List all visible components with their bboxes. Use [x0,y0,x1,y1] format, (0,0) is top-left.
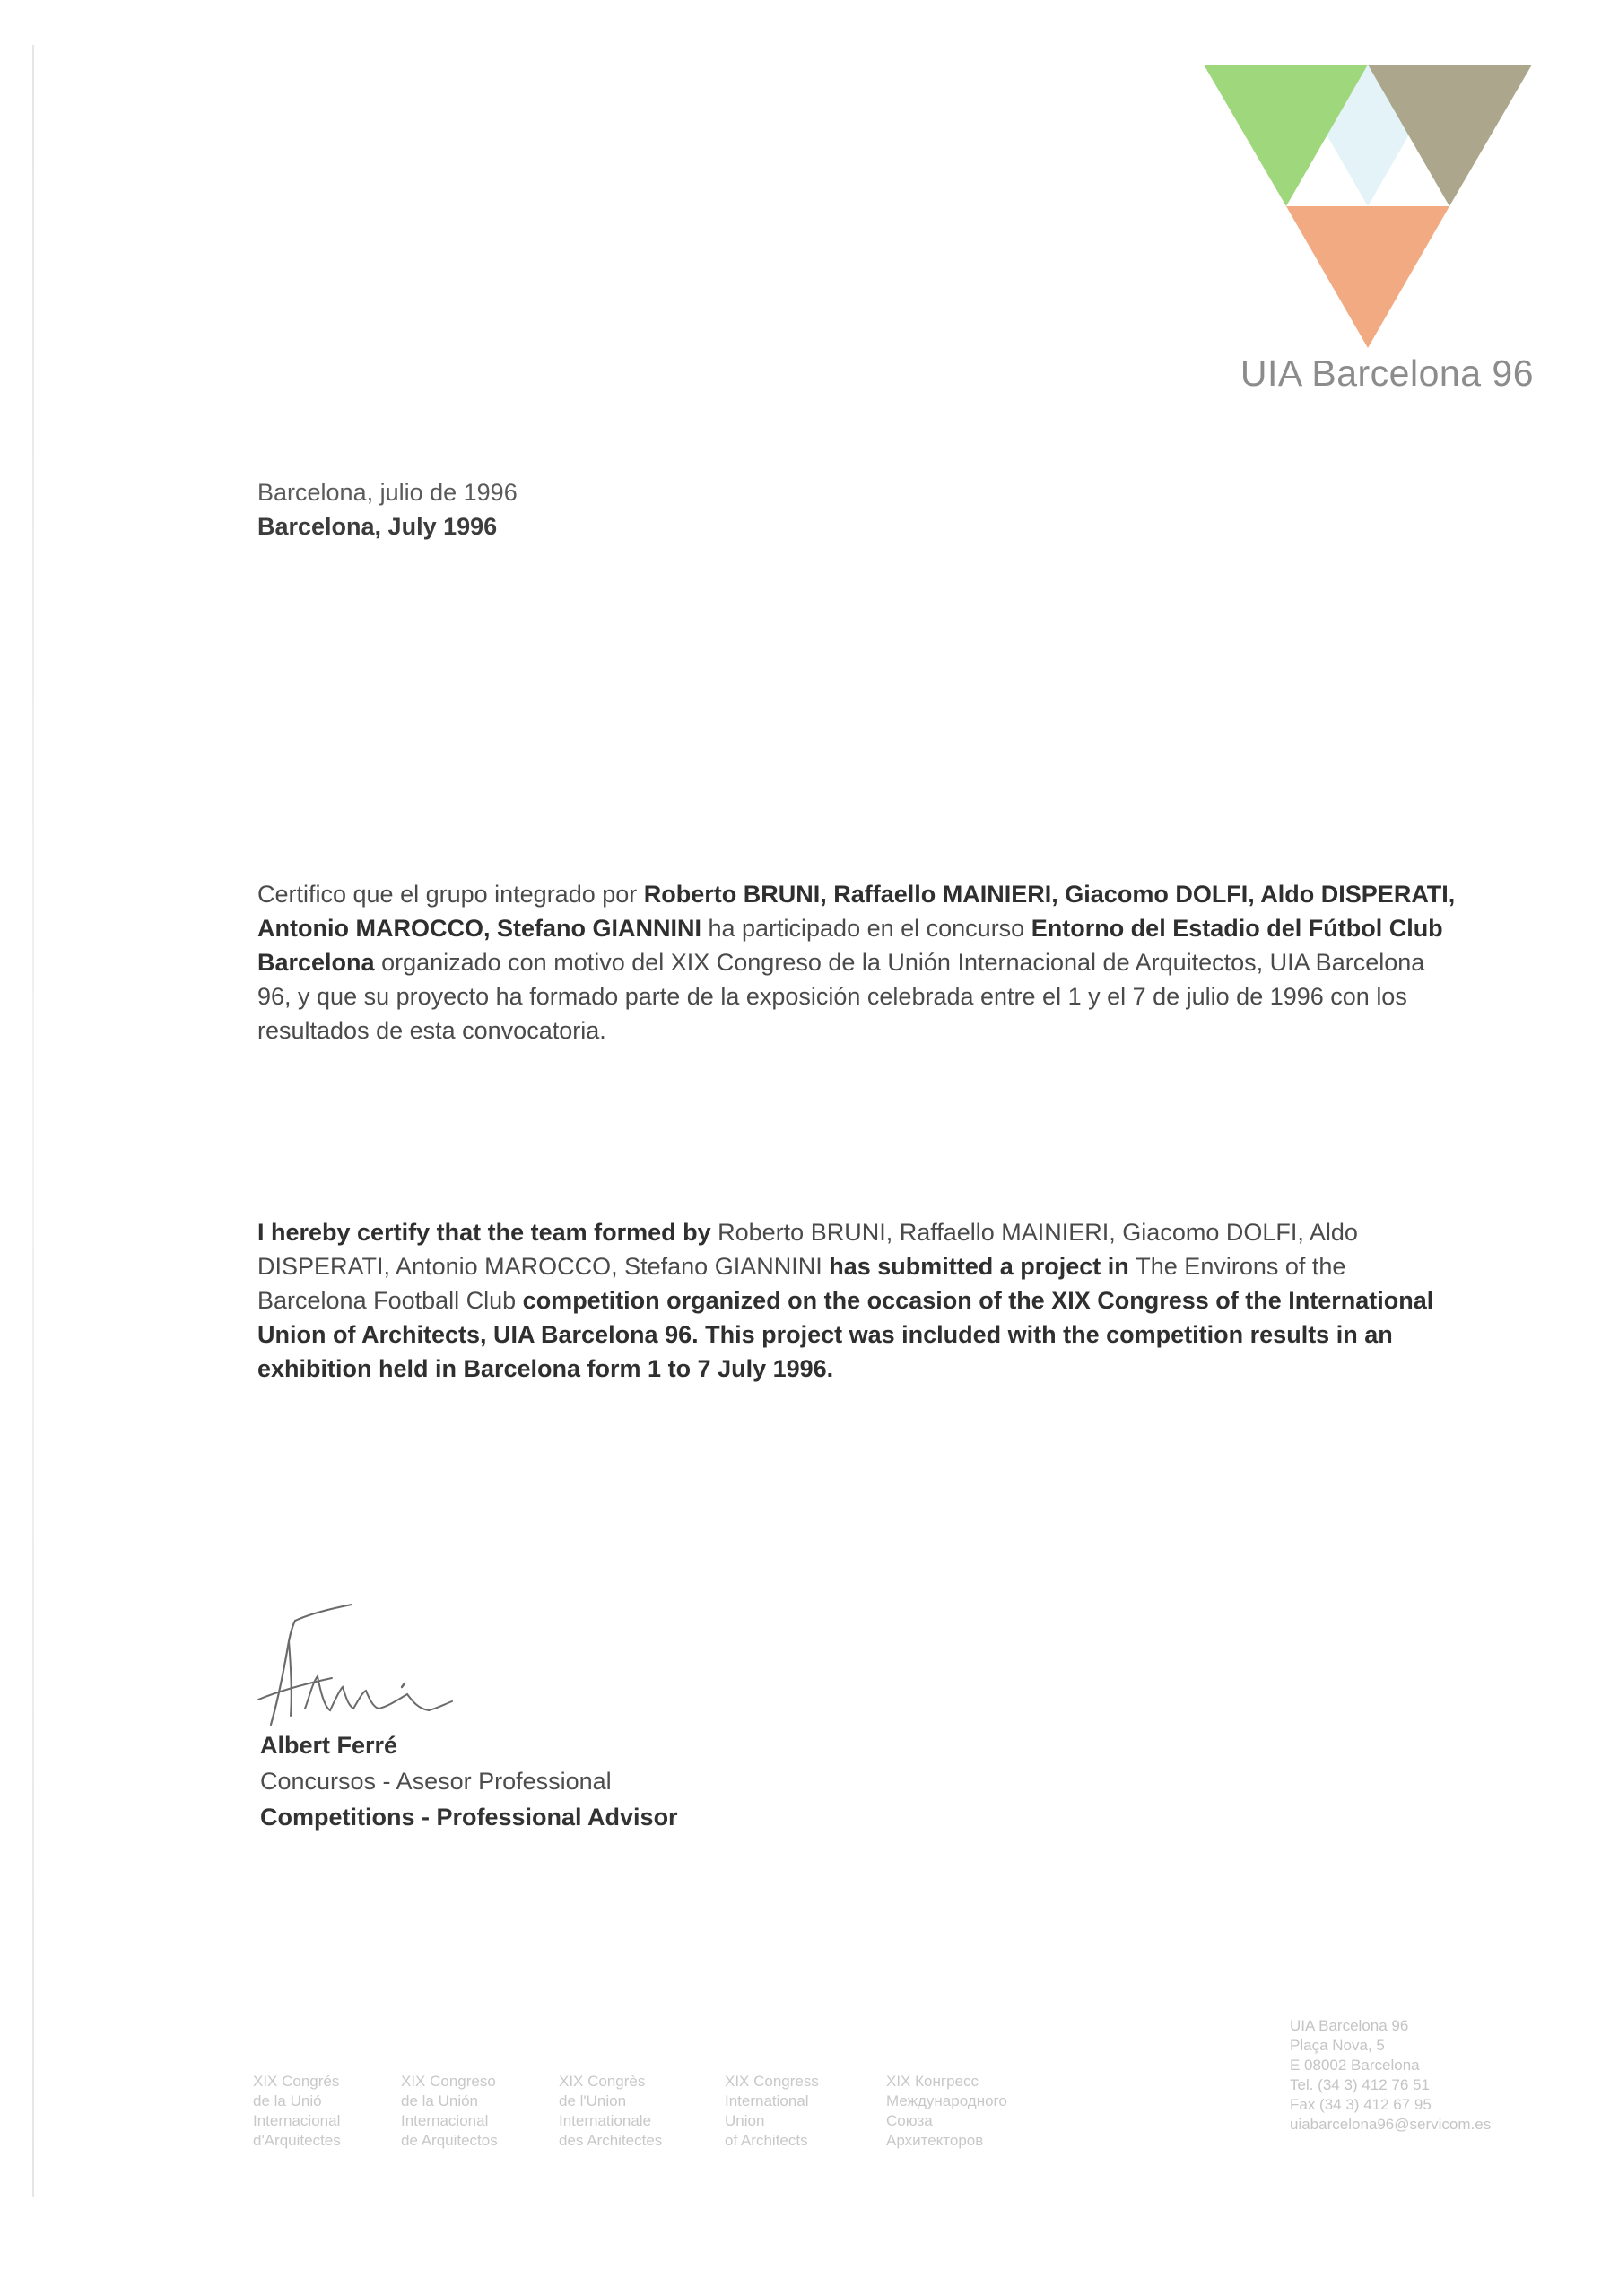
uia-logo-triangles-icon [1202,61,1534,357]
footer-line: d'Arquitectes [253,2132,341,2149]
footer-address-line: Plaça Nova, 5 [1290,2037,1385,2054]
footer-line: de l'Union [559,2092,627,2109]
page-edge [32,45,34,2197]
footer-line: Internacional [253,2112,341,2129]
footer-line: Союза [886,2112,933,2129]
footer-address-line: uiabarcelona96@servicom.es [1290,2116,1492,2133]
signature-icon [253,1601,486,1735]
footer-line: International [725,2092,809,2109]
cert-es-end: organizado con motivo del XIX Congreso de la Unión Internacional de Arquitectos, UIA Barcelona 96, y que su proyecto ha formado parte de la exposición celebrada entre el 1 y el 7 de julio de 1996 con los resultados de esta convocatoria. [257,949,1425,1044]
signer-block [260,1727,678,1835]
cert-es-mid: ha participado en el concurso [701,915,1031,942]
footer-line: XIX Congress [725,2073,819,2090]
footer-address-line: E 08002 Barcelona [1290,2057,1420,2074]
footer-line: Internacional [401,2112,489,2129]
footer-address-line: UIA Barcelona 96 [1290,2017,1409,2034]
footer-line: de Arquitectos [401,2132,498,2149]
cert-en-competition: The Environs of the Barcelona Football Club [257,1253,1346,1314]
footer-address-line: Fax (34 3) 412 67 95 [1290,2096,1432,2113]
footer-line: des Architectes [559,2132,663,2149]
cert-en-intro: I hereby certify that the team formed by [257,1219,718,1246]
footer-line: Internationale [559,2112,652,2129]
date-english: Barcelona, July 1996 [257,513,498,540]
cert-es-competition: Entorno del Estadio del Fútbol Club Barcelona [257,915,1443,976]
certificate-spanish [257,877,1459,1048]
footer-line: XIX Congrès [559,2073,646,2090]
footer-congress-russian [886,2072,1007,2151]
footer-congress-english [725,2072,819,2151]
cert-en-names: Roberto BRUNI, Raffaello MAINIERI, Giacomo DOLFI, Aldo DISPERATI, Antonio MAROCCO, Stefano GIANNINI [257,1219,1358,1280]
footer-address-line: Tel. (34 3) 412 76 51 [1290,2076,1430,2093]
signer-role-spanish: Concursos - Asesor Professional [260,1768,612,1795]
footer-line: XIX Congreso [401,2073,496,2090]
logo-text: UIA Barcelona 96 [1240,352,1534,394]
footer-line: Архитекторов [886,2132,984,2149]
footer-line: XIX Congrés [253,2073,340,2090]
footer-line: of Architects [725,2132,808,2149]
certificate-english [257,1215,1459,1386]
footer-line: XIX Конгресс [886,2073,979,2090]
cert-es-intro: Certifico que el grupo integrado por [257,881,644,908]
date-block [257,475,518,544]
footer-congress-spanish [401,2072,498,2151]
cert-en-end: competition organized on the occasion of the XIX Congress of the International Union of Architects, UIA Barcelona 96. This project was included with the competition results in an exhibition held in Barcelona form 1 to 7 July 1996. [257,1287,1434,1382]
uia-logo [1202,61,1534,394]
logo-bottom-triangle [1286,206,1449,348]
footer-line: Union [725,2112,765,2129]
cert-es-names: Roberto BRUNI, Raffaello MAINIERI, Giacomo DOLFI, Aldo DISPERATI, Antonio MAROCCO, Stefano GIANNINI [257,881,1456,942]
footer-line: de la Unión [401,2092,479,2109]
footer-line: de la Unió [253,2092,322,2109]
date-spanish: Barcelona, julio de 1996 [257,479,518,506]
signer-name: Albert Ferré [260,1732,398,1759]
footer-address [1290,2016,1491,2135]
footer-congress-french [559,2072,662,2151]
footer-congress-catalan [253,2072,341,2151]
signer-role-english: Competitions - Professional Advisor [260,1804,678,1831]
cert-en-mid: has submitted a project in [822,1253,1136,1280]
footer-line: Международного [886,2092,1007,2109]
